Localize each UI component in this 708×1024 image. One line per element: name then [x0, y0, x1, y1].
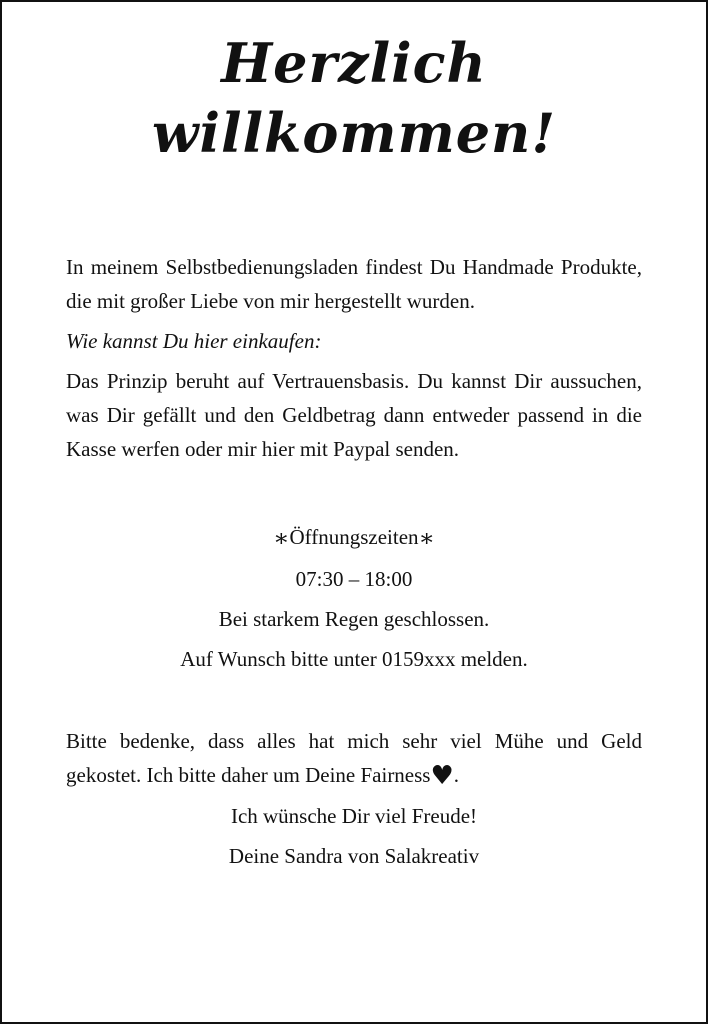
opening-hours-heading — [66, 520, 642, 556]
explanation-paragraph: Das Prinzip beruht auf Vertrauensbasis. Du kannst Dir aussuchen, was Dir gefällt und den Geldbetrag dann entweder passend in die Kasse werfen oder mir hier mit Paypal senden. — [66, 369, 642, 461]
heart-icon: ♥ — [430, 761, 454, 791]
sign-body — [66, 250, 642, 873]
rain-note: Bei starkem Regen geschlossen. — [218, 607, 490, 631]
opening-hours-label: Öffnungszeiten — [289, 525, 419, 549]
star-icon: ∗ — [418, 526, 435, 552]
fairness-end: . — [453, 763, 460, 787]
contact-note: Auf Wunsch bitte unter 0159xxx melden. — [180, 647, 528, 671]
fairness-text: Bitte bedenke, dass alles hat mich sehr viel Mühe und Geld gekostet. Ich bitte daher um Deine Fairness — [66, 729, 642, 787]
shopping-question: Wie kannst Du hier einkaufen: — [66, 329, 322, 353]
signature-line: Deine Sandra von Salakreativ — [228, 844, 480, 868]
title-line-1: Herzlich — [221, 31, 487, 95]
fairness-paragraph — [66, 724, 642, 793]
star-icon: ∗ — [273, 526, 290, 552]
wish-line: Ich wünsche Dir viel Freude! — [230, 804, 478, 828]
page-title — [2, 28, 706, 168]
opening-times: 07:30 – 18:00 — [295, 567, 413, 591]
title-line-2: willkommen! — [151, 101, 557, 165]
intro-paragraph: In meinem Selbstbedienungsladen findest Du Handmade Produkte, die mit großer Liebe von mir hergestellt wurden. — [66, 255, 642, 313]
